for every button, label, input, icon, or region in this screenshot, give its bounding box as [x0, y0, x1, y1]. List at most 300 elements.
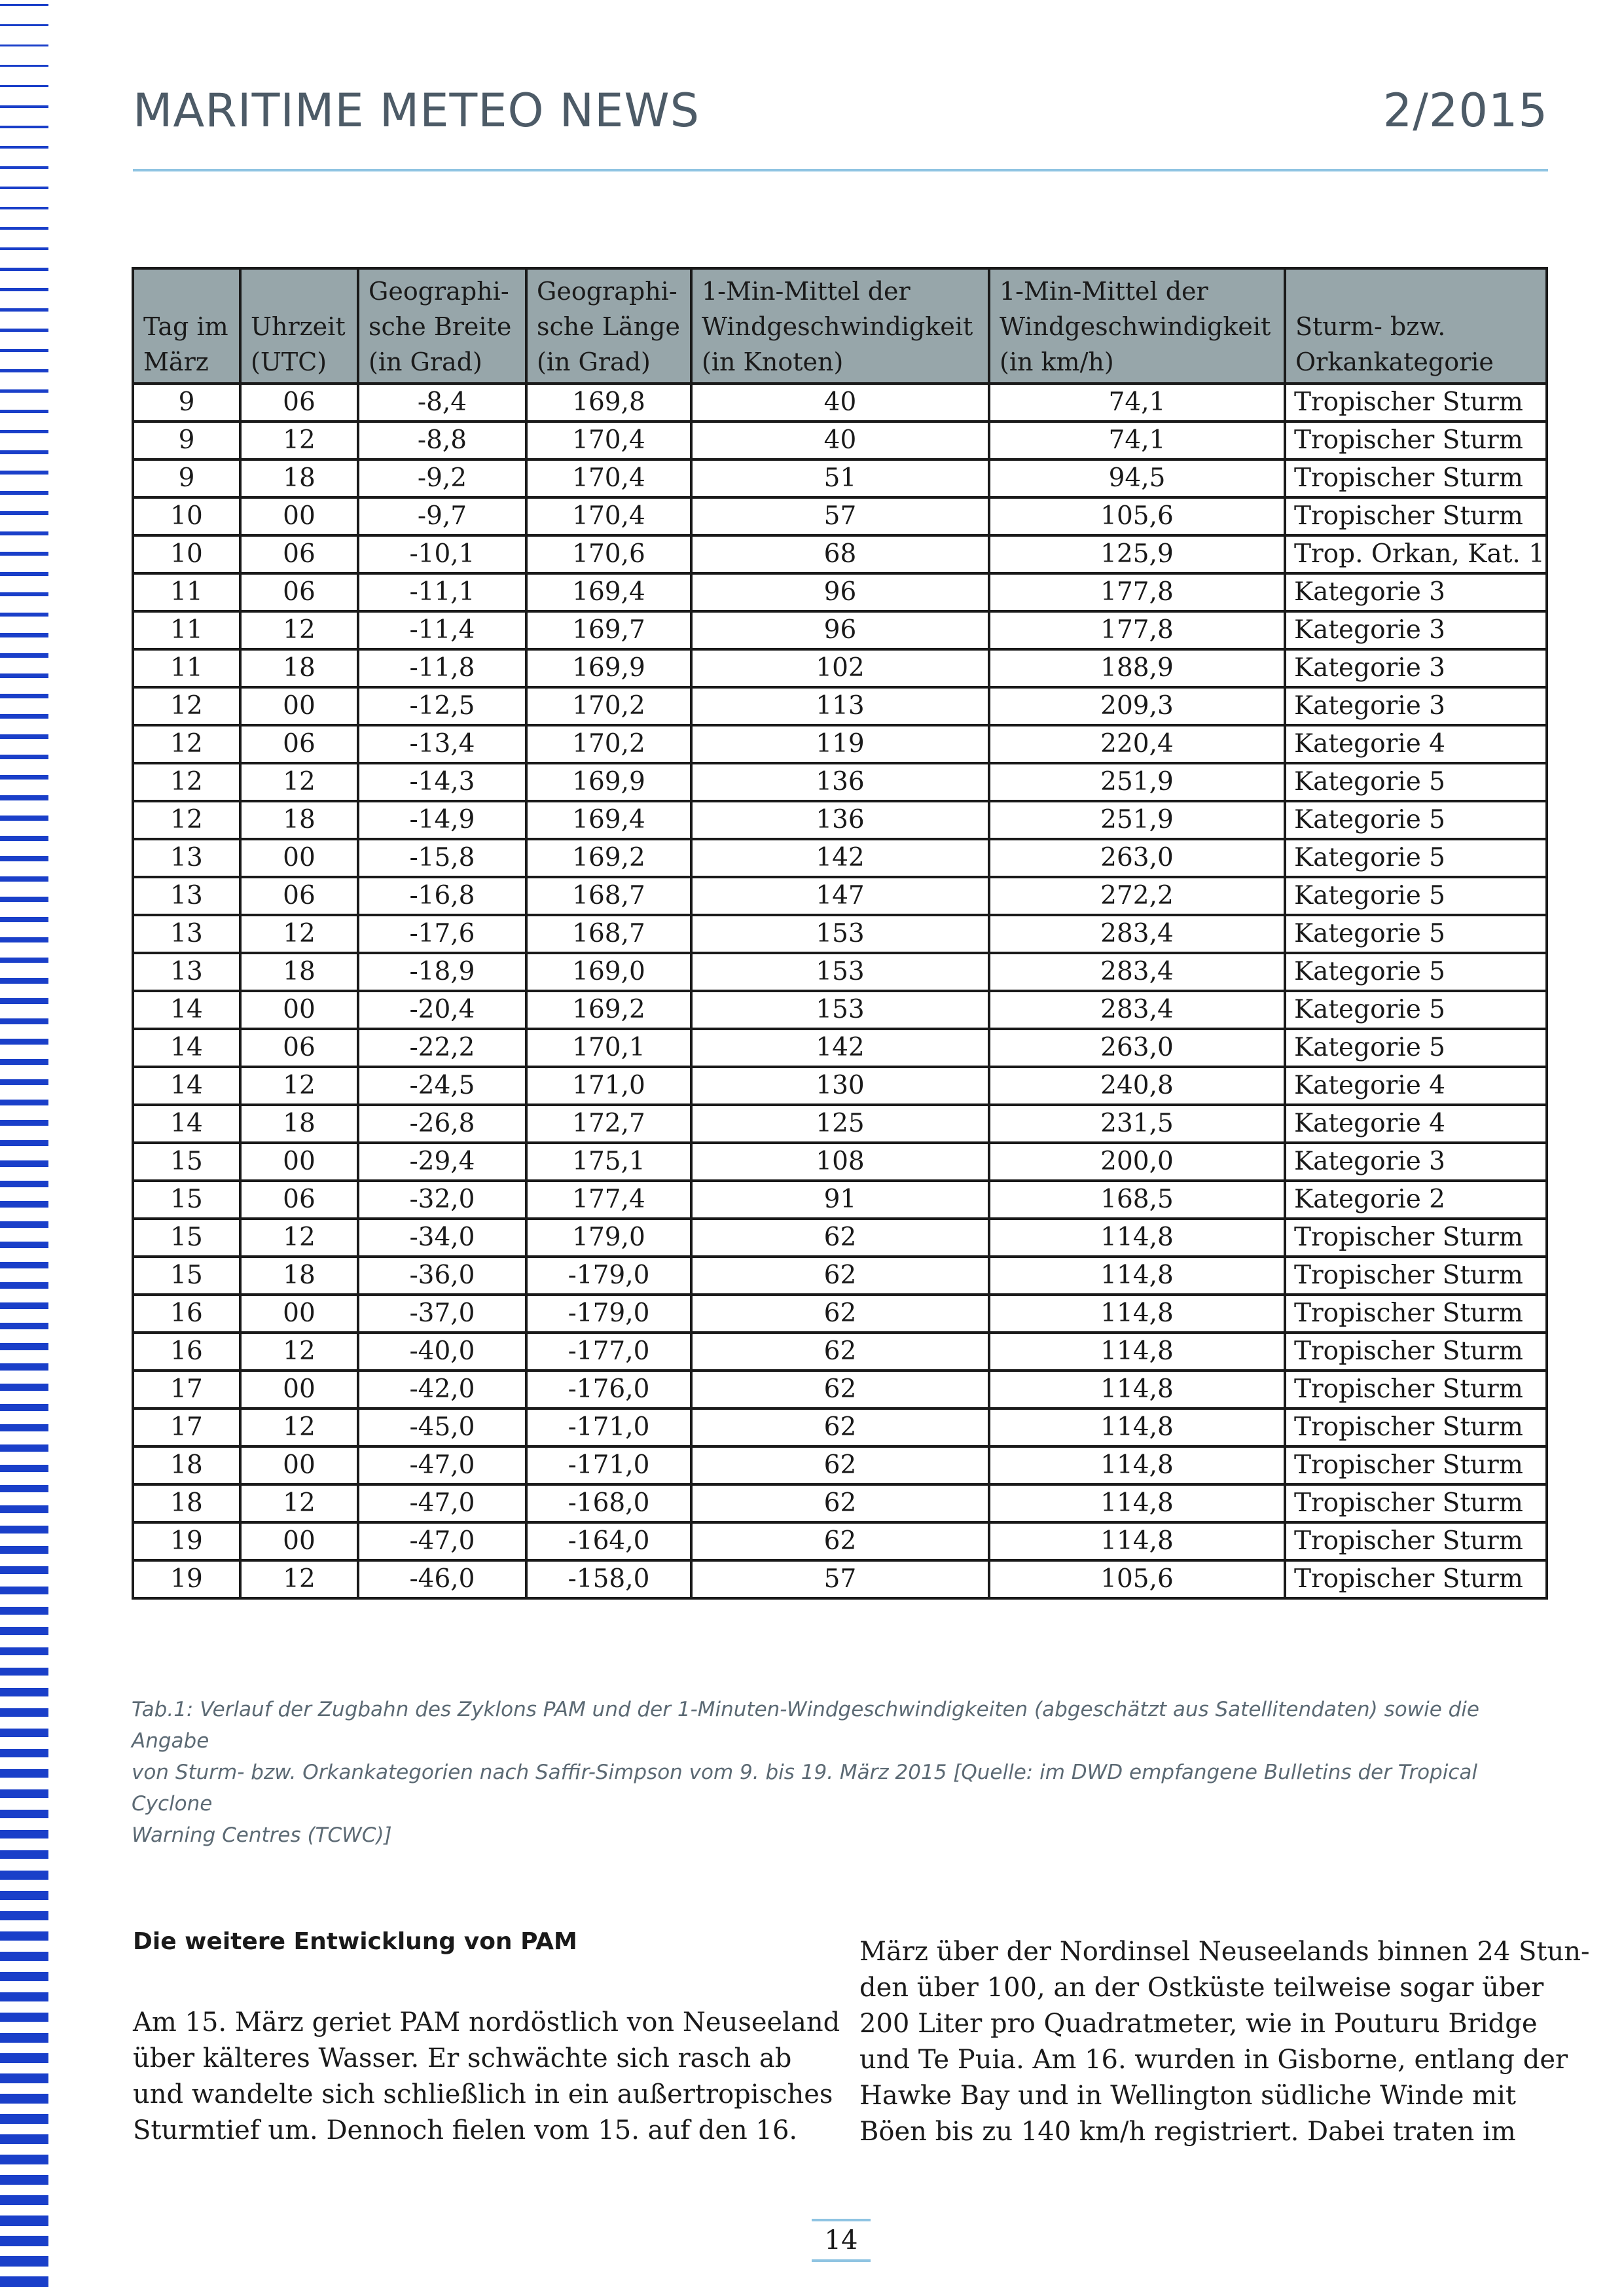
table-cell: 172,7	[526, 1105, 691, 1143]
table-cell: 62	[691, 1295, 989, 1333]
stripe	[0, 1992, 48, 2001]
body-text-line: über kälteres Wasser. Er schwächte sich rasch ab	[133, 2043, 792, 2073]
table-cell: 51	[691, 459, 989, 497]
table-cell: -47,0	[358, 1522, 526, 1560]
body-text-line: März über der Nordinsel Neuseelands binnen 24 Stun-	[859, 1937, 1590, 1967]
stripe	[0, 795, 48, 800]
table-row	[133, 1371, 1547, 1408]
table-cell: Kategorie 5	[1285, 953, 1547, 991]
table-cell: 170,2	[526, 687, 691, 725]
stripe	[0, 2134, 48, 2144]
stripe	[0, 2053, 48, 2063]
stripe	[0, 1140, 48, 1146]
stripe	[0, 410, 48, 413]
table-cell: Kategorie 3	[1285, 687, 1547, 725]
table-cell: 00	[240, 1143, 358, 1181]
body-text-line: Am 15. März geriet PAM nordöstlich von Neuseeland	[133, 2007, 840, 2037]
column-header-line: (in km/h)	[1000, 348, 1114, 376]
stripe	[0, 1627, 48, 1635]
table-cell: -42,0	[358, 1371, 526, 1408]
stripe	[0, 105, 48, 108]
table-cell: -24,5	[358, 1067, 526, 1105]
table-cell: 179,0	[526, 1219, 691, 1257]
table-cell: Tropischer Sturm	[1285, 1446, 1547, 1484]
table-cell: 251,9	[989, 763, 1285, 801]
table-cell: 18	[240, 1105, 358, 1143]
table-cell: 00	[240, 497, 358, 535]
table-cell: 18	[133, 1484, 240, 1522]
table-cell: 57	[691, 1560, 989, 1598]
table-cell: -47,0	[358, 1446, 526, 1484]
table-cell: 105,6	[989, 1560, 1285, 1598]
table-cell: -32,0	[358, 1181, 526, 1219]
stripe	[0, 1120, 48, 1126]
table-row	[133, 497, 1547, 535]
stripe	[0, 1526, 48, 1534]
table-cell: 170,1	[526, 1029, 691, 1067]
table-cell: -164,0	[526, 1522, 691, 1560]
table-cell: -9,2	[358, 459, 526, 497]
table-cell: -11,8	[358, 649, 526, 687]
stripe	[0, 2215, 48, 2226]
table-cell: 11	[133, 573, 240, 611]
body-text-line: Hawke Bay und in Wellington südliche Winde mit	[859, 2081, 1516, 2111]
table-cell: 06	[240, 725, 358, 763]
table-cell: 74,1	[989, 422, 1285, 459]
table-cell: 263,0	[989, 839, 1285, 877]
stripe	[0, 694, 48, 698]
table-cell: 15	[133, 1143, 240, 1181]
table-cell: 62	[691, 1408, 989, 1446]
body-text-line: den über 100, an der Ostküste teilweise sogar über	[859, 1973, 1544, 2003]
table-cell: 00	[240, 991, 358, 1029]
stripe	[0, 1952, 48, 1961]
table-cell: 94,5	[989, 459, 1285, 497]
stripe	[0, 2013, 48, 2022]
column-header-line: (in Knoten)	[702, 348, 844, 376]
stripe	[0, 1039, 48, 1045]
stripe	[0, 2195, 48, 2205]
table-cell: 19	[133, 1560, 240, 1598]
table-cell: -46,0	[358, 1560, 526, 1598]
table-cell: 114,8	[989, 1371, 1285, 1408]
table-cell: 00	[240, 1371, 358, 1408]
issue-number: 2/2015	[1382, 84, 1548, 137]
table-cell: 169,9	[526, 763, 691, 801]
table-cell: -26,8	[358, 1105, 526, 1143]
table-cell: 00	[240, 1446, 358, 1484]
table-cell: 10	[133, 535, 240, 573]
column-header-line: Geographi-	[537, 277, 677, 306]
table-cell: 12	[240, 422, 358, 459]
table-cell: 91	[691, 1181, 989, 1219]
table-cell: 18	[240, 1257, 358, 1295]
stripe	[0, 613, 48, 617]
table-cell: 12	[240, 1484, 358, 1522]
table-cell: Kategorie 4	[1285, 1105, 1547, 1143]
table-cell: 188,9	[989, 649, 1285, 687]
table-cell: 12	[240, 1333, 358, 1371]
table-cell: Kategorie 3	[1285, 573, 1547, 611]
table-cell: 40	[691, 422, 989, 459]
stripe	[0, 1891, 48, 1900]
table-cell: 220,4	[989, 725, 1285, 763]
table-cell: 16	[133, 1295, 240, 1333]
table-row	[133, 459, 1547, 497]
table-cell: 105,6	[989, 497, 1285, 535]
stripe	[0, 856, 48, 861]
table-cell: 96	[691, 573, 989, 611]
table-cell: 125	[691, 1105, 989, 1143]
column-header	[1285, 268, 1547, 384]
table-cell: 06	[240, 877, 358, 915]
table-cell: 169,2	[526, 991, 691, 1029]
table-cell: -177,0	[526, 1333, 691, 1371]
table-cell: Kategorie 5	[1285, 801, 1547, 839]
table-cell: Kategorie 5	[1285, 991, 1547, 1029]
column-header-line: 1-Min-Mittel der	[702, 277, 911, 306]
table-cell: 18	[240, 801, 358, 839]
table-cell: 170,4	[526, 422, 691, 459]
table-cell: 169,8	[526, 384, 691, 422]
stripe	[0, 65, 48, 67]
table-cell: -8,4	[358, 384, 526, 422]
table-cell: 125,9	[989, 535, 1285, 573]
table-cell: 153	[691, 915, 989, 953]
stripe	[0, 572, 48, 576]
table-cell: 177,4	[526, 1181, 691, 1219]
body-text-line: Böen bis zu 140 km/h registriert. Dabei traten im	[859, 2117, 1516, 2147]
table-cell: 170,2	[526, 725, 691, 763]
table-cell: Tropischer Sturm	[1285, 1408, 1547, 1446]
stripe	[0, 389, 48, 393]
table-cell: 114,8	[989, 1484, 1285, 1522]
table-cell: 00	[240, 1295, 358, 1333]
section-heading: Die weitere Entwicklung von PAM	[133, 1928, 577, 1955]
table-header-row	[133, 268, 1547, 384]
table-cell: 9	[133, 459, 240, 497]
stripe	[0, 430, 48, 433]
table-row	[133, 1105, 1547, 1143]
table-row	[133, 953, 1547, 991]
table-cell: 62	[691, 1522, 989, 1560]
stripe	[0, 1404, 48, 1411]
stripe	[0, 1607, 48, 1615]
stripe	[0, 653, 48, 658]
stripe	[0, 592, 48, 596]
table-cell: 114,8	[989, 1522, 1285, 1560]
table-row	[133, 1484, 1547, 1522]
table-cell: 119	[691, 725, 989, 763]
column-header-line: Geographi-	[369, 277, 509, 306]
stripe	[0, 1160, 48, 1167]
table-cell: 114,8	[989, 1446, 1285, 1484]
table-cell: -37,0	[358, 1295, 526, 1333]
stripe	[0, 1424, 48, 1431]
table-row	[133, 611, 1547, 649]
table-cell: 15	[133, 1257, 240, 1295]
column-header	[526, 268, 691, 384]
table-cell: 12	[240, 611, 358, 649]
stripe	[0, 146, 48, 149]
table-cell: 114,8	[989, 1219, 1285, 1257]
table-row	[133, 1408, 1547, 1446]
table-cell: 06	[240, 384, 358, 422]
table-cell: -12,5	[358, 687, 526, 725]
body-text-line: Sturmtief um. Dennoch fielen vom 15. auf den 16.	[133, 2115, 798, 2145]
table-cell: 06	[240, 573, 358, 611]
stripe	[0, 1546, 48, 1554]
table-cell: Kategorie 4	[1285, 1067, 1547, 1105]
table-cell: -168,0	[526, 1484, 691, 1522]
stripe	[0, 2094, 48, 2104]
table-cell: -14,3	[358, 763, 526, 801]
table-cell: Kategorie 4	[1285, 725, 1547, 763]
table-cell: -179,0	[526, 1295, 691, 1333]
table-row	[133, 687, 1547, 725]
table-cell: -34,0	[358, 1219, 526, 1257]
table-cell: Kategorie 3	[1285, 611, 1547, 649]
table-cell: Tropischer Sturm	[1285, 497, 1547, 535]
stripe	[0, 1201, 48, 1208]
stripe	[0, 1505, 48, 1513]
text-column-left	[133, 2005, 840, 2149]
table-row	[133, 649, 1547, 687]
stripe	[0, 917, 48, 922]
stripe	[0, 1566, 48, 1574]
caption-line: Warning Centres (TCWC)]	[132, 1823, 392, 1847]
table-cell: -15,8	[358, 839, 526, 877]
table-cell: 18	[133, 1446, 240, 1484]
stripe	[0, 2114, 48, 2124]
table-row	[133, 422, 1547, 459]
table-cell: 136	[691, 763, 989, 801]
stripe	[0, 329, 48, 332]
stripe	[0, 673, 48, 678]
stripe	[0, 45, 48, 46]
table-row	[133, 877, 1547, 915]
table-row	[133, 725, 1547, 763]
stripe	[0, 1749, 48, 1757]
column-header-line: Tag im	[143, 312, 228, 341]
stripe	[0, 1810, 48, 1818]
table-cell: -179,0	[526, 1257, 691, 1295]
stripe	[0, 1363, 48, 1371]
stripe	[0, 207, 48, 209]
table-cell: 113	[691, 687, 989, 725]
stripe	[0, 734, 48, 739]
table-row	[133, 839, 1547, 877]
table-cell: 62	[691, 1257, 989, 1295]
stripe	[0, 816, 48, 821]
table-cell: 12	[133, 687, 240, 725]
stripe	[0, 450, 48, 454]
table-cell: 12	[133, 763, 240, 801]
table-cell: 9	[133, 422, 240, 459]
table-cell: 142	[691, 1029, 989, 1067]
table-cell: Tropischer Sturm	[1285, 1295, 1547, 1333]
table-cell: 130	[691, 1067, 989, 1105]
table-cell: -17,6	[358, 915, 526, 953]
table-cell: Tropischer Sturm	[1285, 1333, 1547, 1371]
stripe	[0, 2073, 48, 2083]
column-header-line: 1-Min-Mittel der	[1000, 277, 1208, 306]
column-header-line: (in Grad)	[537, 348, 651, 376]
table-cell: -16,8	[358, 877, 526, 915]
table-cell: Tropischer Sturm	[1285, 1522, 1547, 1560]
table-cell: 19	[133, 1522, 240, 1560]
table-cell: 263,0	[989, 1029, 1285, 1067]
table-cell: 68	[691, 535, 989, 573]
table-cell: -20,4	[358, 991, 526, 1029]
table-row	[133, 1295, 1547, 1333]
table-cell: 175,1	[526, 1143, 691, 1181]
column-header-line: Windgeschwindigkeit	[1000, 312, 1271, 341]
table-cell: 114,8	[989, 1295, 1285, 1333]
stripe	[0, 1789, 48, 1798]
body-text-line: und wandelte sich schließlich in ein außertropisches	[133, 2079, 833, 2109]
stripe	[0, 836, 48, 841]
column-header-line: Sturm- bzw.	[1295, 312, 1446, 341]
stripe	[0, 998, 48, 1004]
stripe	[0, 471, 48, 475]
table-cell: 18	[240, 459, 358, 497]
table-cell: 18	[240, 953, 358, 991]
table-cell: 57	[691, 497, 989, 535]
table-row	[133, 1446, 1547, 1484]
stripe	[0, 2236, 48, 2246]
stripe	[0, 1323, 48, 1329]
table-row	[133, 915, 1547, 953]
table-cell: 40	[691, 384, 989, 422]
stripe	[0, 1931, 48, 1941]
table-cell: 240,8	[989, 1067, 1285, 1105]
stripe	[0, 85, 48, 87]
publication-title: MARITIME METEO NEWS	[133, 84, 700, 137]
table-cell: 9	[133, 384, 240, 422]
stripe	[0, 268, 48, 271]
data-table-wrapper	[132, 267, 1545, 1600]
table-cell: 108	[691, 1143, 989, 1181]
stripe	[0, 1343, 48, 1350]
page-number: 14	[812, 2219, 871, 2262]
table-cell: 272,2	[989, 877, 1285, 915]
stripe	[0, 1729, 48, 1737]
table-cell: 17	[133, 1408, 240, 1446]
stripe	[0, 1769, 48, 1778]
table-body	[133, 384, 1547, 1598]
stripe	[0, 1850, 48, 1859]
table-cell: Tropischer Sturm	[1285, 1560, 1547, 1598]
stripe	[0, 1911, 48, 1920]
table-cell: 10	[133, 497, 240, 535]
table-cell: -40,0	[358, 1333, 526, 1371]
stripe	[0, 227, 48, 230]
table-cell: -45,0	[358, 1408, 526, 1446]
table-row	[133, 1219, 1547, 1257]
table-cell: -176,0	[526, 1371, 691, 1408]
table-cell: 14	[133, 991, 240, 1029]
stripe	[0, 1972, 48, 1981]
caption-line: Tab.1: Verlauf der Zugbahn des Zyklons PAM und der 1-Minuten-Windgeschwindigkeiten (abgeschätzt aus Satellitendaten) sowie die Angabe	[132, 1698, 1479, 1753]
table-cell: -36,0	[358, 1257, 526, 1295]
column-header-line: (in Grad)	[369, 348, 482, 376]
table-cell: 169,4	[526, 573, 691, 611]
table-cell: 136	[691, 801, 989, 839]
stripe	[0, 1018, 48, 1024]
table-cell: Kategorie 3	[1285, 649, 1547, 687]
table-cell: 06	[240, 1181, 358, 1219]
table-cell: 283,4	[989, 991, 1285, 1029]
table-row	[133, 991, 1547, 1029]
table-cell: -11,4	[358, 611, 526, 649]
table-row	[133, 535, 1547, 573]
text-column-right	[859, 1934, 1590, 2150]
table-cell: Kategorie 5	[1285, 839, 1547, 877]
table-cell: 171,0	[526, 1067, 691, 1105]
table-cell: 00	[240, 839, 358, 877]
table-cell: 12	[133, 725, 240, 763]
table-cell: 169,7	[526, 611, 691, 649]
page-header	[133, 84, 1548, 171]
table-row	[133, 1257, 1547, 1295]
table-row	[133, 1522, 1547, 1560]
stripe	[0, 1384, 48, 1391]
column-header-line: Orkankategorie	[1295, 348, 1494, 376]
table-cell: 12	[240, 1560, 358, 1598]
table-cell: 13	[133, 953, 240, 991]
stripe	[0, 1302, 48, 1309]
table-cell: 200,0	[989, 1143, 1285, 1181]
stripe	[0, 1587, 48, 1594]
table-caption	[132, 1694, 1545, 1851]
stripe	[0, 1079, 48, 1085]
table-cell: Kategorie 5	[1285, 877, 1547, 915]
stripe	[0, 633, 48, 637]
stripe	[0, 1282, 48, 1289]
table-cell: -10,1	[358, 535, 526, 573]
table-cell: 00	[240, 687, 358, 725]
column-header-line: sche Länge	[537, 312, 681, 341]
table-cell: 74,1	[989, 384, 1285, 422]
table-cell: 153	[691, 953, 989, 991]
table-cell: -14,9	[358, 801, 526, 839]
stripe	[0, 1242, 48, 1248]
stripe	[0, 2155, 48, 2164]
table-cell: 62	[691, 1333, 989, 1371]
table-cell: 13	[133, 915, 240, 953]
stripe	[0, 937, 48, 942]
stripe	[0, 1100, 48, 1105]
column-header	[691, 268, 989, 384]
table-cell: 177,8	[989, 611, 1285, 649]
table-cell: 114,8	[989, 1257, 1285, 1295]
stripe	[0, 1647, 48, 1655]
cyclone-track-table	[132, 267, 1548, 1600]
table-row	[133, 384, 1547, 422]
table-cell: -9,7	[358, 497, 526, 535]
table-cell: -13,4	[358, 725, 526, 763]
stripe	[0, 978, 48, 984]
table-cell: 209,3	[989, 687, 1285, 725]
stripe	[0, 958, 48, 963]
table-cell: Tropischer Sturm	[1285, 1484, 1547, 1522]
table-cell: Tropischer Sturm	[1285, 1257, 1547, 1295]
stripe	[0, 491, 48, 495]
table-cell: Tropischer Sturm	[1285, 459, 1547, 497]
table-row	[133, 763, 1547, 801]
stripe	[0, 552, 48, 556]
